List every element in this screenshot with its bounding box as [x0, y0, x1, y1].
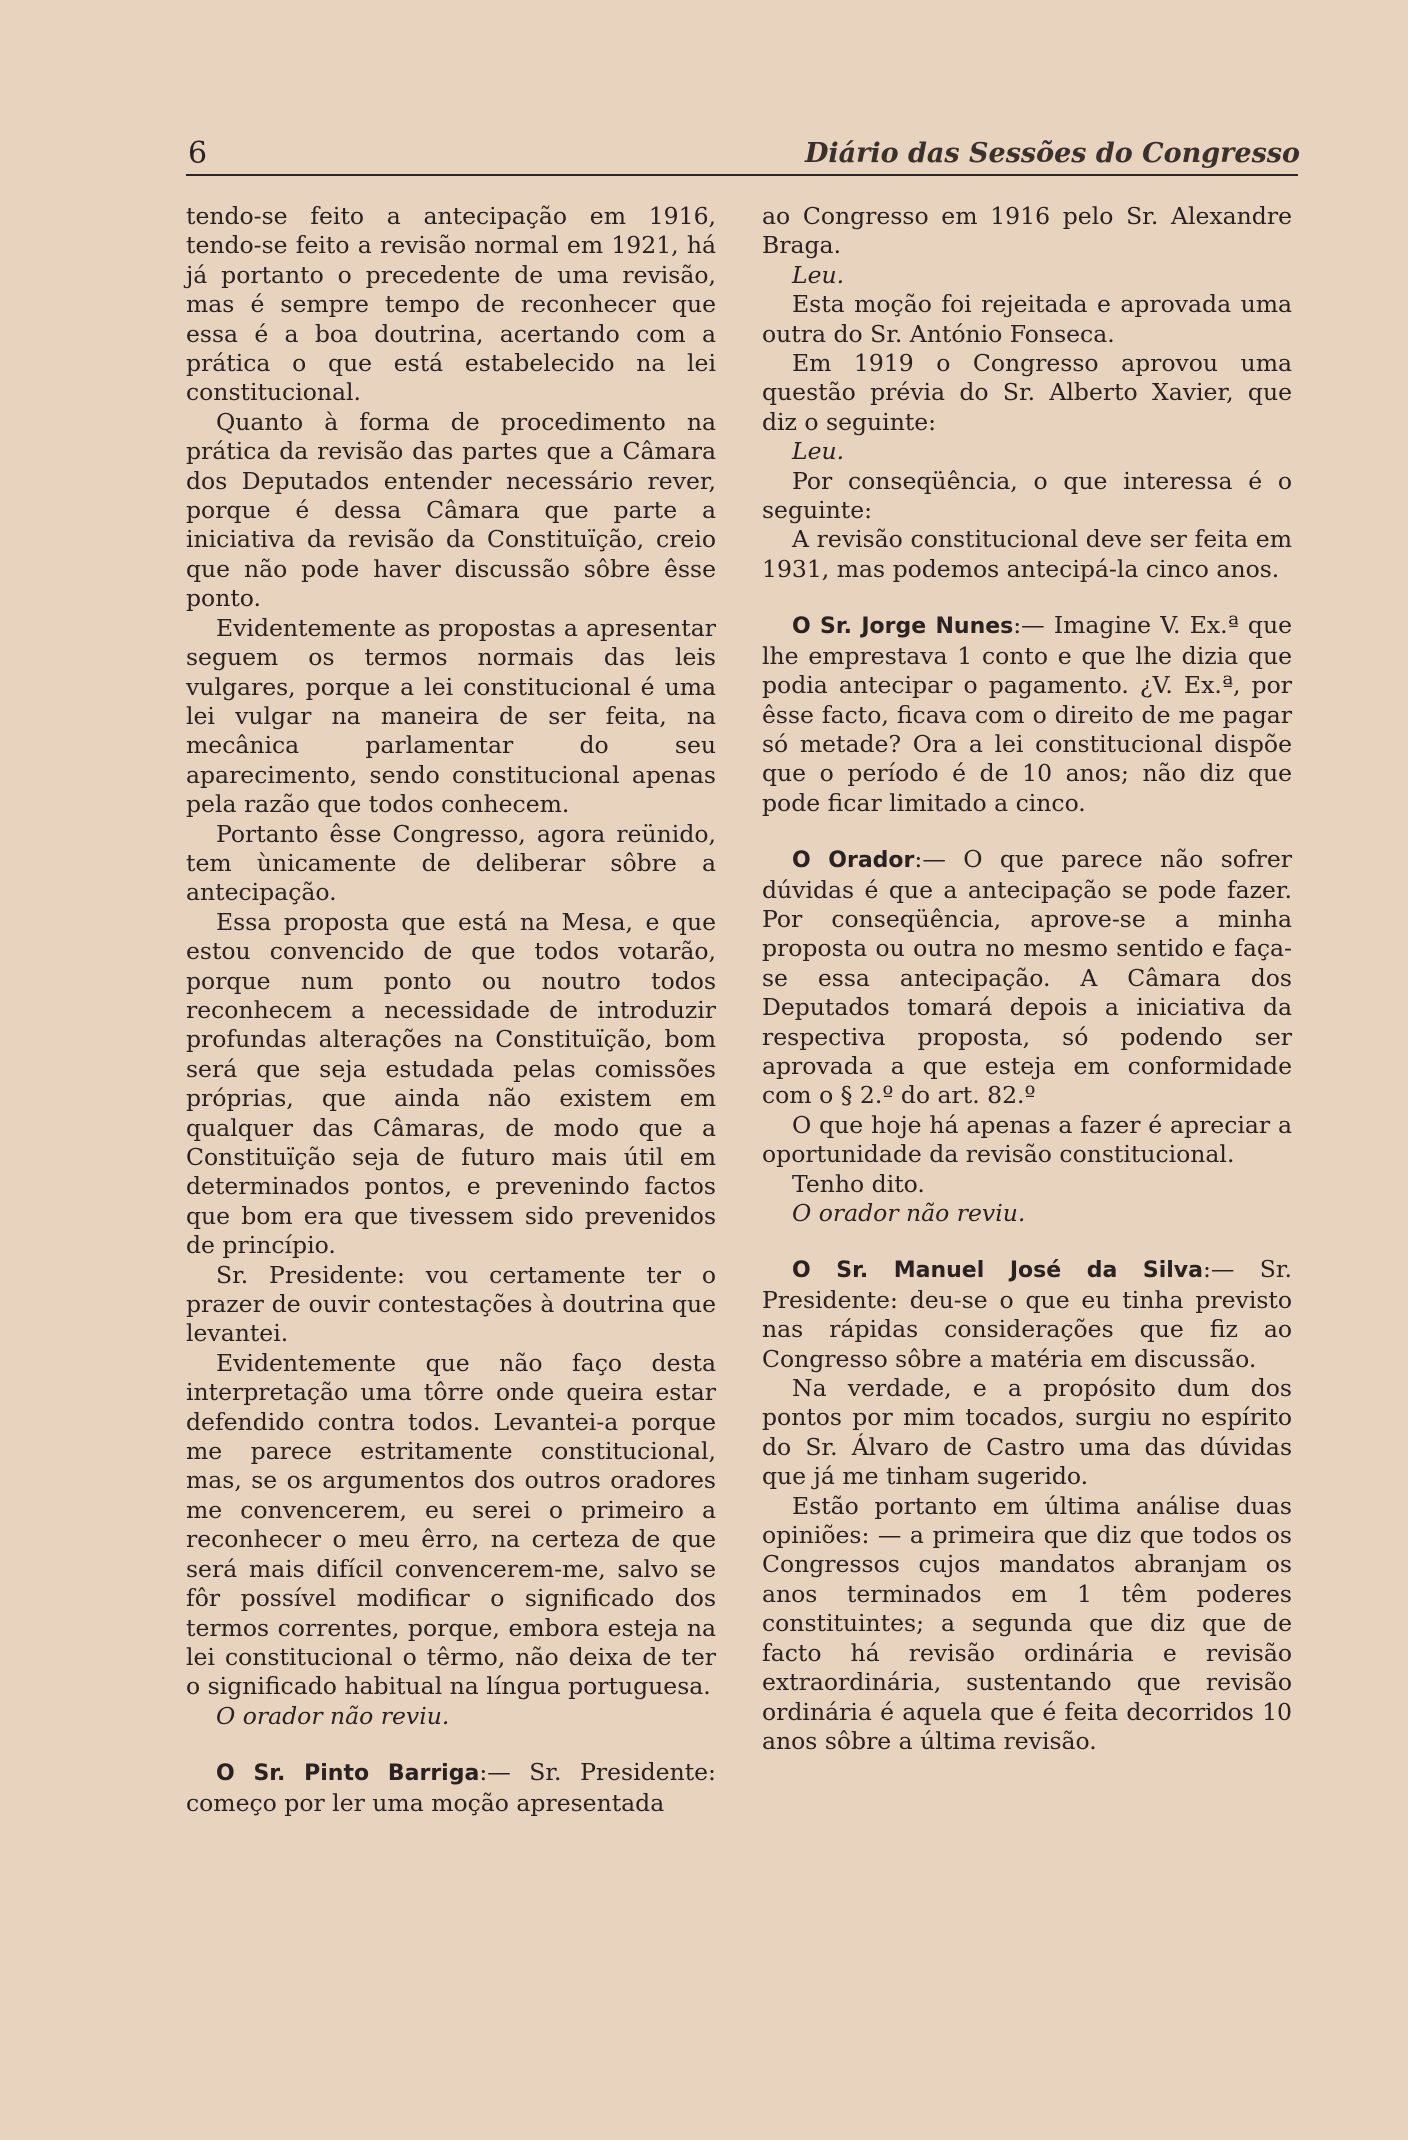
speech-text: :— Sr. Presidente: começo por ler uma moção apresentada [186, 1758, 716, 1817]
paragraph: O que hoje há apenas a fazer é apreciar a oportunidade da revisão constitucional. [762, 1110, 1292, 1169]
header-rule [186, 174, 1298, 176]
paragraph: Estão portanto em última análise duas opiniões: — a primeira que diz que todos os Congressos cujos mandatos abranjam os anos terminados em 1 têm poderes constituintes; a segunda que diz que de facto há revisão ordinária e revisão extraordinária, sustentando que revisão ordinária é aquela que é feita decorridos 10 anos sôbre a última revisão. [762, 1491, 1292, 1755]
speech-paragraph [762, 845, 1292, 1111]
speech-paragraph [186, 1758, 716, 1818]
paragraph: Esta moção foi rejeitada e aprovada uma outra do Sr. António Fonseca. [762, 290, 1292, 348]
paragraph: A revisão constitucional deve ser feita em 1931, mas podemos antecipá-la cinco anos. [762, 525, 1292, 583]
speaker-name: O Sr. Manuel José da Silva [792, 1258, 1203, 1284]
speech-paragraph [762, 611, 1292, 818]
stage-direction: Leu. [792, 437, 845, 466]
paragraph: Tenho dito. [792, 1169, 925, 1198]
speaker-name: O Sr. Pinto Barriga [216, 1761, 480, 1787]
speech-text: :— O que parece não sofrer dúvidas é que a antecipação se pode fazer. Por conseqüência, aprove-se a minha proposta ou outra no mesmo sentido e faça-se essa antecipação. A Câmara dos Deputados tomará depois a iniciativa da respectiva proposta, só podendo ser aprovada a que esteja em conformidade com o § 2.º do art. 82.º [762, 845, 1292, 1110]
paragraph: Quanto à forma de procedimento na prática da revisão das partes que a Câmara dos Deputados entender necessário rever, porque é dessa Câmara que parte a iniciativa da revisão da Constituïção, creio que não pode haver discussão sôbre êsse ponto. [186, 407, 716, 613]
right-column [762, 202, 1292, 1756]
page-number: 6 [188, 136, 208, 171]
speech-text: :— Sr. Presidente: deu-se o que eu tinha previsto nas rápidas considerações que fiz ao Congresso sôbre a matéria em discussão. [762, 1255, 1292, 1373]
paragraph: Essa proposta que está na Mesa, e que estou convencido de que todos votarão, porque num ponto ou noutro todos reconhecem a necessidade de introduzir profundas alterações na Constituïção, bom será que seja estudada pelas comissões próprias, que ainda não existem em qualquer das Câmaras, de modo que a Constituïção seja de futuro mais útil em determinados pontos, e prevenindo factos que bom era que tivessem sido prevenidos de princípio. [186, 907, 716, 1260]
paragraph: Na verdade, e a propósito dum dos pontos por mim tocados, surgiu no espírito do Sr. Álvaro de Castro uma das dúvidas que já me tinham sugerido. [762, 1374, 1292, 1491]
paragraph: Evidentemente que não faço desta interpretação uma tôrre onde queira estar defendido contra todos. Levantei-a porque me parece estritamente constitucional, mas, se os argumentos dos outros oradores me convencerem, eu serei o primeiro a reconhecer o meu êrro, na certeza de que será mais difícil convencerem-me, salvo se fôr possível modificar o significado dos termos correntes, porque, embora esteja na lei constitucional o têrmo, não deixa de ter o significado habitual na língua portuguesa. [186, 1348, 716, 1701]
paragraph: Sr. Presidente: vou certamente ter o prazer de ouvir contestações à doutrina que levantei. [186, 1260, 716, 1348]
stage-direction: Leu. [792, 260, 845, 289]
paragraph: Em 1919 o Congresso aprovou uma questão prévia do Sr. Alberto Xavier, que diz o seguinte: [762, 349, 1292, 436]
speech-text: :— Imagine V. Ex.ª que lhe emprestava 1 conto e que lhe dizia que podia antecipar o pagamento. ¿V. Ex.ª, por êsse facto, ficava com o direito de me pagar só metade? Ora a lei constitucional dispõe que o período é de 10 anos; não diz que pode ficar limitado a cinco. [762, 611, 1292, 817]
speaker-name: O Sr. Jorge Nunes [792, 614, 1014, 640]
speaker-note: O orador não reviu. [216, 1701, 450, 1730]
speaker-note: O orador não reviu. [792, 1199, 1026, 1227]
paragraph: Portanto êsse Congresso, agora reünido, tem ùnicamente de deliberar sôbre a antecipação. [186, 819, 716, 907]
speaker-name: O Orador [792, 848, 915, 874]
paragraph: Por conseqüência, o que interessa é o seguinte: [762, 466, 1292, 525]
running-title: Diário das Sessões do Congresso [804, 138, 1300, 169]
speech-paragraph [762, 1255, 1292, 1374]
paragraph: ao Congresso em 1916 pelo Sr. Alexandre Braga. [762, 202, 1292, 260]
paragraph: Evidentemente as propostas a apresentar seguem os termos normais das leis vulgares, porque a lei constitucional é uma lei vulgar na maneira de ser feita, na mecânica parlamentar do seu aparecimento, sendo constitucional apenas pela razão que todos conhecem. [186, 613, 716, 819]
left-column [186, 202, 716, 1818]
paragraph: tendo-se feito a antecipação em 1916, tendo-se feito a revisão normal em 1921, há já portanto o precedente de uma revisão, mas é sempre tempo de reconhecer que essa é a boa doutrina, acertando com a prática o que está estabelecido na lei constitucional. [186, 202, 716, 407]
